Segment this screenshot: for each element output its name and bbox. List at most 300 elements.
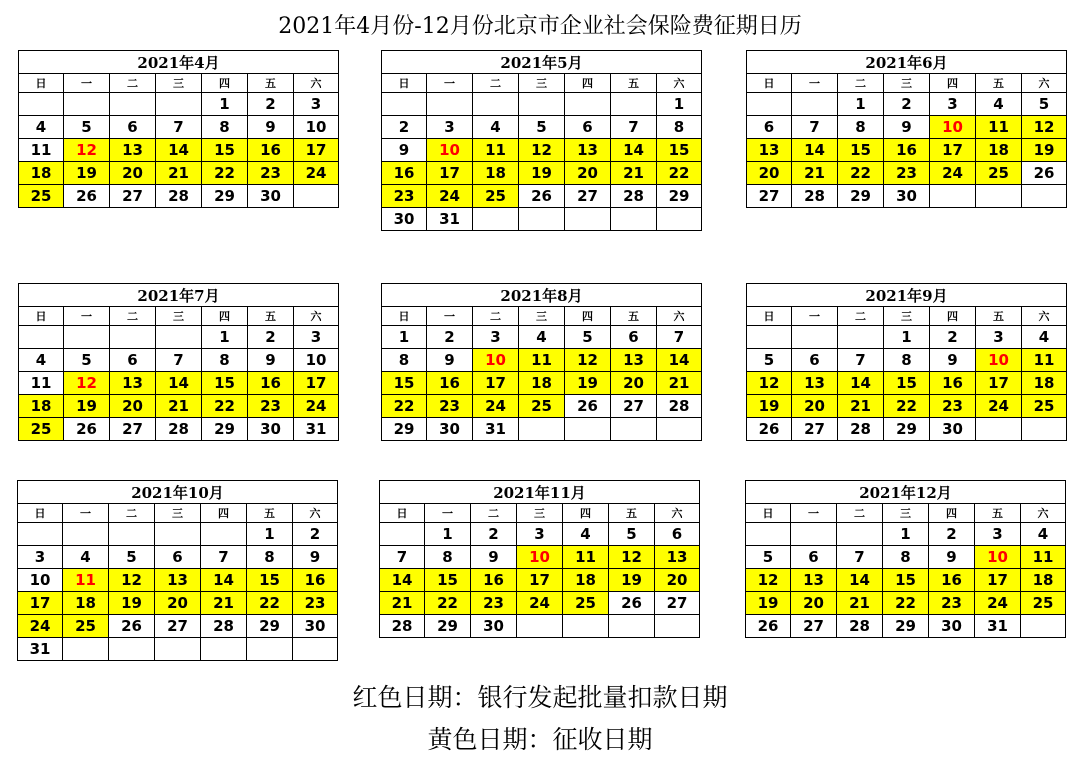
day-cell: 7 [201, 546, 247, 569]
day-cell: 28 [657, 395, 702, 418]
month-calendar [18, 50, 339, 208]
day-cell: 22 [657, 162, 702, 185]
day-cell: 17 [930, 139, 976, 162]
empty-cell [156, 326, 202, 349]
weekday-header: 三 [883, 504, 929, 523]
calendar-table [18, 50, 339, 208]
day-cell: 16 [471, 569, 517, 592]
week-row [380, 592, 700, 615]
week-row [380, 546, 700, 569]
day-cell: 22 [202, 395, 248, 418]
week-row [18, 615, 338, 638]
month-title: 2021年4月 [19, 51, 339, 74]
day-cell: 8 [382, 349, 427, 372]
week-row [380, 615, 700, 638]
calendar-table [18, 283, 339, 441]
day-cell: 5 [565, 326, 611, 349]
weekday-header: 三 [884, 74, 930, 93]
empty-cell [110, 326, 156, 349]
day-cell: 23 [382, 185, 427, 208]
day-cell: 28 [156, 418, 202, 441]
weekday-header: 三 [156, 307, 202, 326]
day-cell: 11 [1022, 349, 1067, 372]
week-row [19, 349, 339, 372]
weekday-header: 三 [517, 504, 563, 523]
weekday-header: 三 [156, 74, 202, 93]
day-cell: 15 [202, 372, 248, 395]
day-cell: 27 [155, 615, 201, 638]
day-cell: 16 [382, 162, 427, 185]
day-cell: 31 [294, 418, 339, 441]
weekday-header: 四 [930, 74, 976, 93]
week-row [382, 93, 702, 116]
day-cell: 28 [838, 418, 884, 441]
empty-cell [838, 326, 884, 349]
day-cell: 30 [929, 615, 975, 638]
day-cell: 8 [425, 546, 471, 569]
weekday-header: 日 [746, 504, 791, 523]
week-row [747, 326, 1067, 349]
day-cell: 14 [838, 372, 884, 395]
day-cell: 30 [248, 185, 294, 208]
day-cell: 21 [611, 162, 657, 185]
weekday-header: 一 [792, 307, 838, 326]
day-cell: 1 [247, 523, 293, 546]
empty-cell [611, 93, 657, 116]
day-cell: 10 [976, 349, 1022, 372]
day-cell: 22 [382, 395, 427, 418]
day-cell: 12 [1022, 116, 1067, 139]
day-cell: 26 [609, 592, 655, 615]
day-cell: 10 [18, 569, 63, 592]
day-cell: 24 [294, 395, 339, 418]
week-row [746, 569, 1066, 592]
month-calendar [381, 283, 702, 441]
day-cell: 19 [109, 592, 155, 615]
legend-red: 红色日期：银行发起批量扣款日期 [352, 683, 728, 712]
week-row [382, 139, 702, 162]
weekday-header: 三 [155, 504, 201, 523]
day-cell: 31 [473, 418, 519, 441]
day-cell: 12 [64, 139, 110, 162]
day-cell: 21 [201, 592, 247, 615]
weekday-header: 二 [838, 74, 884, 93]
day-cell: 15 [838, 139, 884, 162]
weekday-header: 日 [19, 307, 64, 326]
day-cell: 13 [565, 139, 611, 162]
day-cell: 3 [294, 93, 339, 116]
month-title: 2021年10月 [18, 481, 338, 504]
day-cell: 25 [63, 615, 109, 638]
weekday-header: 四 [563, 504, 609, 523]
empty-cell [201, 638, 247, 661]
day-cell: 25 [976, 162, 1022, 185]
day-cell: 5 [746, 546, 791, 569]
day-cell: 19 [747, 395, 792, 418]
week-row [18, 592, 338, 615]
day-cell: 5 [609, 523, 655, 546]
day-cell: 19 [746, 592, 791, 615]
weekday-header: 五 [247, 504, 293, 523]
day-cell: 5 [64, 349, 110, 372]
week-row [382, 349, 702, 372]
legend-yellow: 黄色日期：征收日期 [427, 725, 653, 754]
day-cell: 2 [248, 93, 294, 116]
day-cell: 3 [517, 523, 563, 546]
day-cell: 29 [838, 185, 884, 208]
empty-cell [792, 326, 838, 349]
week-row [382, 116, 702, 139]
week-row [747, 372, 1067, 395]
empty-cell [64, 93, 110, 116]
day-cell: 11 [63, 569, 109, 592]
day-cell: 20 [792, 395, 838, 418]
day-cell: 12 [109, 569, 155, 592]
day-cell: 7 [156, 349, 202, 372]
day-cell: 18 [976, 139, 1022, 162]
empty-cell [382, 93, 427, 116]
week-row [19, 162, 339, 185]
day-cell: 22 [202, 162, 248, 185]
day-cell: 23 [248, 395, 294, 418]
week-row [19, 372, 339, 395]
empty-cell [563, 615, 609, 638]
day-cell: 17 [976, 372, 1022, 395]
weekday-header: 六 [655, 504, 700, 523]
weekday-header: 三 [519, 74, 565, 93]
day-cell: 12 [519, 139, 565, 162]
day-cell: 22 [247, 592, 293, 615]
day-cell: 10 [294, 116, 339, 139]
calendar-table [746, 283, 1067, 441]
weekday-header: 日 [19, 74, 64, 93]
weekday-header: 日 [747, 74, 792, 93]
day-cell: 4 [519, 326, 565, 349]
day-cell: 1 [202, 93, 248, 116]
week-row [19, 418, 339, 441]
day-cell: 15 [425, 569, 471, 592]
day-cell: 24 [473, 395, 519, 418]
day-cell: 30 [884, 185, 930, 208]
empty-cell [976, 185, 1022, 208]
day-cell: 2 [382, 116, 427, 139]
day-cell: 9 [248, 349, 294, 372]
empty-cell [565, 208, 611, 231]
day-cell: 5 [64, 116, 110, 139]
month-calendar [745, 480, 1066, 638]
empty-cell [517, 615, 563, 638]
day-cell: 8 [884, 349, 930, 372]
month-title: 2021年6月 [747, 51, 1067, 74]
day-cell: 29 [425, 615, 471, 638]
empty-cell [156, 93, 202, 116]
day-cell: 13 [611, 349, 657, 372]
day-cell: 14 [611, 139, 657, 162]
day-cell: 5 [1022, 93, 1067, 116]
weekday-header: 五 [248, 74, 294, 93]
day-cell: 16 [293, 569, 338, 592]
week-row [747, 395, 1067, 418]
day-cell: 23 [929, 592, 975, 615]
empty-cell [380, 523, 425, 546]
day-cell: 23 [471, 592, 517, 615]
week-row [382, 395, 702, 418]
day-cell: 15 [884, 372, 930, 395]
day-cell: 9 [930, 349, 976, 372]
day-cell: 29 [202, 418, 248, 441]
day-cell: 23 [248, 162, 294, 185]
weekday-header: 六 [294, 74, 339, 93]
month-title: 2021年12月 [746, 481, 1066, 504]
month-title: 2021年9月 [747, 284, 1067, 307]
day-cell: 15 [382, 372, 427, 395]
day-cell: 16 [929, 569, 975, 592]
empty-cell [1022, 185, 1067, 208]
month-title: 2021年8月 [382, 284, 702, 307]
day-cell: 26 [746, 615, 791, 638]
day-cell: 11 [1021, 546, 1066, 569]
week-row [746, 523, 1066, 546]
day-cell: 12 [609, 546, 655, 569]
weekday-header: 二 [473, 307, 519, 326]
weekday-header: 二 [471, 504, 517, 523]
day-cell: 18 [473, 162, 519, 185]
empty-cell [19, 326, 64, 349]
day-cell: 12 [565, 349, 611, 372]
week-row [19, 139, 339, 162]
page-title: 2021年4月份-12月份北京市企业社会保险费征期日历 [278, 14, 802, 39]
empty-cell [519, 93, 565, 116]
day-cell: 28 [380, 615, 425, 638]
day-cell: 24 [294, 162, 339, 185]
day-cell: 6 [155, 546, 201, 569]
day-cell: 20 [565, 162, 611, 185]
day-cell: 20 [110, 162, 156, 185]
empty-cell [611, 418, 657, 441]
day-cell: 18 [19, 395, 64, 418]
weekday-header: 一 [427, 74, 473, 93]
calendar-table [381, 50, 702, 231]
month-title: 2021年5月 [382, 51, 702, 74]
day-cell: 21 [837, 592, 883, 615]
empty-cell [110, 93, 156, 116]
week-row [747, 162, 1067, 185]
day-cell: 29 [247, 615, 293, 638]
day-cell: 7 [837, 546, 883, 569]
day-cell: 26 [565, 395, 611, 418]
weekday-header: 四 [930, 307, 976, 326]
empty-cell [109, 523, 155, 546]
weekday-header: 五 [975, 504, 1021, 523]
week-row [746, 592, 1066, 615]
day-cell: 18 [1021, 569, 1066, 592]
week-row [747, 185, 1067, 208]
weekday-header: 五 [248, 307, 294, 326]
week-row [747, 349, 1067, 372]
day-cell: 14 [201, 569, 247, 592]
day-cell: 9 [929, 546, 975, 569]
weekday-header: 日 [382, 307, 427, 326]
day-cell: 9 [248, 116, 294, 139]
day-cell: 2 [293, 523, 338, 546]
weekday-header: 四 [929, 504, 975, 523]
day-cell: 23 [884, 162, 930, 185]
day-cell: 17 [975, 569, 1021, 592]
day-cell: 28 [156, 185, 202, 208]
week-row [747, 139, 1067, 162]
weekday-header: 二 [473, 74, 519, 93]
day-cell: 18 [19, 162, 64, 185]
day-cell: 17 [18, 592, 63, 615]
empty-cell [747, 93, 792, 116]
day-cell: 9 [382, 139, 427, 162]
day-cell: 27 [110, 185, 156, 208]
day-cell: 22 [883, 592, 929, 615]
week-row [382, 418, 702, 441]
empty-cell [519, 418, 565, 441]
day-cell: 26 [64, 418, 110, 441]
day-cell: 17 [427, 162, 473, 185]
empty-cell [427, 93, 473, 116]
weekday-header: 二 [109, 504, 155, 523]
day-cell: 27 [792, 418, 838, 441]
day-cell: 3 [294, 326, 339, 349]
day-cell: 16 [930, 372, 976, 395]
day-cell: 7 [792, 116, 838, 139]
weekday-header: 六 [1022, 307, 1067, 326]
day-cell: 6 [747, 116, 792, 139]
day-cell: 31 [427, 208, 473, 231]
day-cell: 19 [565, 372, 611, 395]
weekday-header: 六 [657, 74, 702, 93]
weekday-header: 一 [792, 74, 838, 93]
weekday-header: 一 [425, 504, 471, 523]
day-cell: 25 [473, 185, 519, 208]
empty-cell [565, 418, 611, 441]
day-cell: 2 [884, 93, 930, 116]
day-cell: 6 [110, 349, 156, 372]
day-cell: 14 [657, 349, 702, 372]
day-cell: 21 [838, 395, 884, 418]
weekday-header: 六 [293, 504, 338, 523]
day-cell: 3 [18, 546, 63, 569]
day-cell: 6 [565, 116, 611, 139]
day-cell: 24 [517, 592, 563, 615]
day-cell: 30 [248, 418, 294, 441]
week-row [747, 116, 1067, 139]
day-cell: 11 [563, 546, 609, 569]
empty-cell [247, 638, 293, 661]
empty-cell [63, 523, 109, 546]
day-cell: 16 [427, 372, 473, 395]
day-cell: 8 [657, 116, 702, 139]
day-cell: 16 [248, 372, 294, 395]
empty-cell [657, 208, 702, 231]
day-cell: 27 [110, 418, 156, 441]
day-cell: 26 [1022, 162, 1067, 185]
day-cell: 5 [747, 349, 792, 372]
empty-cell [609, 615, 655, 638]
day-cell: 28 [792, 185, 838, 208]
weekday-header: 二 [110, 307, 156, 326]
day-cell: 2 [427, 326, 473, 349]
day-cell: 13 [791, 569, 837, 592]
week-row [18, 546, 338, 569]
day-cell: 4 [976, 93, 1022, 116]
day-cell: 25 [563, 592, 609, 615]
day-cell: 29 [883, 615, 929, 638]
day-cell: 29 [657, 185, 702, 208]
day-cell: 2 [471, 523, 517, 546]
day-cell: 30 [427, 418, 473, 441]
day-cell: 26 [519, 185, 565, 208]
day-cell: 14 [156, 372, 202, 395]
day-cell: 5 [109, 546, 155, 569]
day-cell: 10 [517, 546, 563, 569]
day-cell: 12 [64, 372, 110, 395]
day-cell: 21 [380, 592, 425, 615]
weekday-header: 一 [791, 504, 837, 523]
weekday-header: 四 [202, 307, 248, 326]
day-cell: 13 [747, 139, 792, 162]
empty-cell [19, 93, 64, 116]
empty-cell [294, 185, 339, 208]
day-cell: 6 [792, 349, 838, 372]
day-cell: 14 [792, 139, 838, 162]
empty-cell [473, 93, 519, 116]
day-cell: 26 [109, 615, 155, 638]
day-cell: 30 [930, 418, 976, 441]
week-row [380, 523, 700, 546]
day-cell: 8 [247, 546, 293, 569]
empty-cell [976, 418, 1022, 441]
day-cell: 25 [1022, 395, 1067, 418]
day-cell: 7 [611, 116, 657, 139]
day-cell: 4 [563, 523, 609, 546]
day-cell: 12 [747, 372, 792, 395]
day-cell: 3 [975, 523, 1021, 546]
calendar-table [746, 50, 1067, 208]
week-row [747, 93, 1067, 116]
day-cell: 10 [427, 139, 473, 162]
empty-cell [293, 638, 338, 661]
weekday-header: 日 [380, 504, 425, 523]
empty-cell [791, 523, 837, 546]
day-cell: 15 [247, 569, 293, 592]
day-cell: 2 [929, 523, 975, 546]
day-cell: 4 [63, 546, 109, 569]
day-cell: 19 [64, 395, 110, 418]
day-cell: 21 [156, 162, 202, 185]
weekday-header: 六 [1022, 74, 1067, 93]
week-row [746, 615, 1066, 638]
day-cell: 7 [156, 116, 202, 139]
day-cell: 25 [1021, 592, 1066, 615]
month-title: 2021年7月 [19, 284, 339, 307]
day-cell: 6 [110, 116, 156, 139]
day-cell: 20 [655, 569, 700, 592]
day-cell: 28 [201, 615, 247, 638]
empty-cell [155, 523, 201, 546]
empty-cell [64, 326, 110, 349]
weekday-header: 五 [611, 307, 657, 326]
day-cell: 1 [884, 326, 930, 349]
weekday-header: 五 [976, 307, 1022, 326]
day-cell: 2 [930, 326, 976, 349]
empty-cell [1021, 615, 1066, 638]
day-cell: 6 [655, 523, 700, 546]
day-cell: 21 [792, 162, 838, 185]
